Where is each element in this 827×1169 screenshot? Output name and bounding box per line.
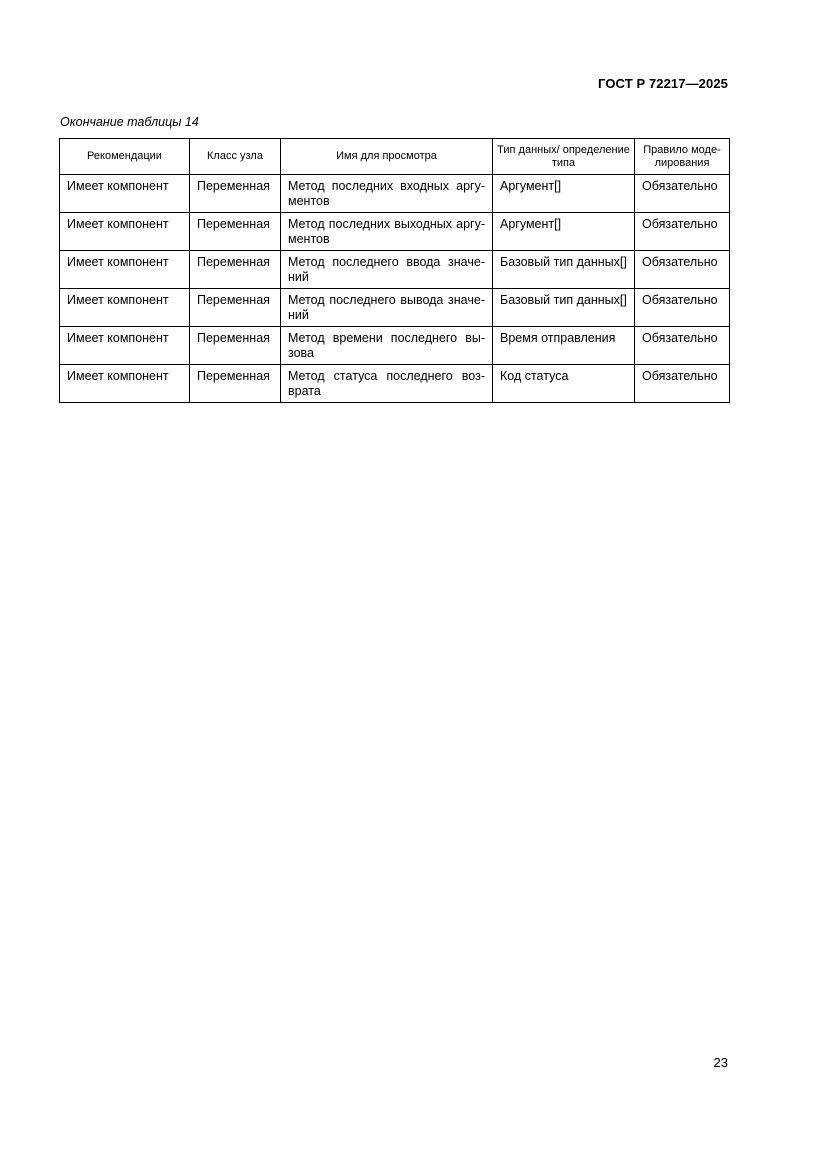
cell-browse-name: Метод последнего вывода значе- ний (281, 289, 493, 327)
cell-node-class: Переменная (190, 365, 281, 403)
cell-node-class: Переменная (190, 327, 281, 365)
cell-modelling-rule: Обязательно (635, 175, 730, 213)
table-row (60, 327, 730, 365)
column-header-browse-name: Имя для просмотра (281, 139, 493, 175)
cell-modelling-rule: Обязательно (635, 327, 730, 365)
column-header-modelling-rule: Правило моде- лирования (635, 139, 730, 175)
cell-browse-name: Метод времени последнего вы- зова (281, 327, 493, 365)
table-header-row (60, 139, 730, 175)
cell-modelling-rule: Обязательно (635, 213, 730, 251)
cell-browse-name: Метод статуса последнего воз- врата (281, 365, 493, 403)
cell-data-type: Код статуса (493, 365, 635, 403)
cell-modelling-rule: Обязательно (635, 251, 730, 289)
cell-data-type: Время отправления (493, 327, 635, 365)
table-row (60, 289, 730, 327)
document-standard-number: ГОСТ Р 72217—2025 (598, 76, 728, 91)
table-row (60, 251, 730, 289)
cell-data-type: Базовый тип данных[] (493, 251, 635, 289)
table-row (60, 365, 730, 403)
cell-node-class: Переменная (190, 213, 281, 251)
cell-browse-name: Метод последних входных аргу- ментов (281, 175, 493, 213)
cell-browse-name: Метод последнего ввода значе- ний (281, 251, 493, 289)
table-row (60, 175, 730, 213)
data-table (59, 138, 730, 403)
cell-recommendation: Имеет компонент (60, 327, 190, 365)
table-row (60, 213, 730, 251)
cell-data-type: Аргумент[] (493, 175, 635, 213)
page-number: 23 (713, 1055, 728, 1070)
cell-recommendation: Имеет компонент (60, 251, 190, 289)
cell-browse-name: Метод последних выходных аргу- ментов (281, 213, 493, 251)
cell-data-type: Базовый тип данных[] (493, 289, 635, 327)
cell-recommendation: Имеет компонент (60, 289, 190, 327)
cell-recommendation: Имеет компонент (60, 365, 190, 403)
cell-node-class: Переменная (190, 175, 281, 213)
cell-recommendation: Имеет компонент (60, 175, 190, 213)
cell-node-class: Переменная (190, 289, 281, 327)
column-header-node-class: Класс узла (190, 139, 281, 175)
column-header-recommendations: Рекомендации (60, 139, 190, 175)
cell-node-class: Переменная (190, 251, 281, 289)
table-caption: Окончание таблицы 14 (60, 115, 199, 129)
cell-recommendation: Имеет компонент (60, 213, 190, 251)
cell-modelling-rule: Обязательно (635, 289, 730, 327)
column-header-data-type: Тип данных/ определение типа (493, 139, 635, 175)
cell-data-type: Аргумент[] (493, 213, 635, 251)
cell-modelling-rule: Обязательно (635, 365, 730, 403)
